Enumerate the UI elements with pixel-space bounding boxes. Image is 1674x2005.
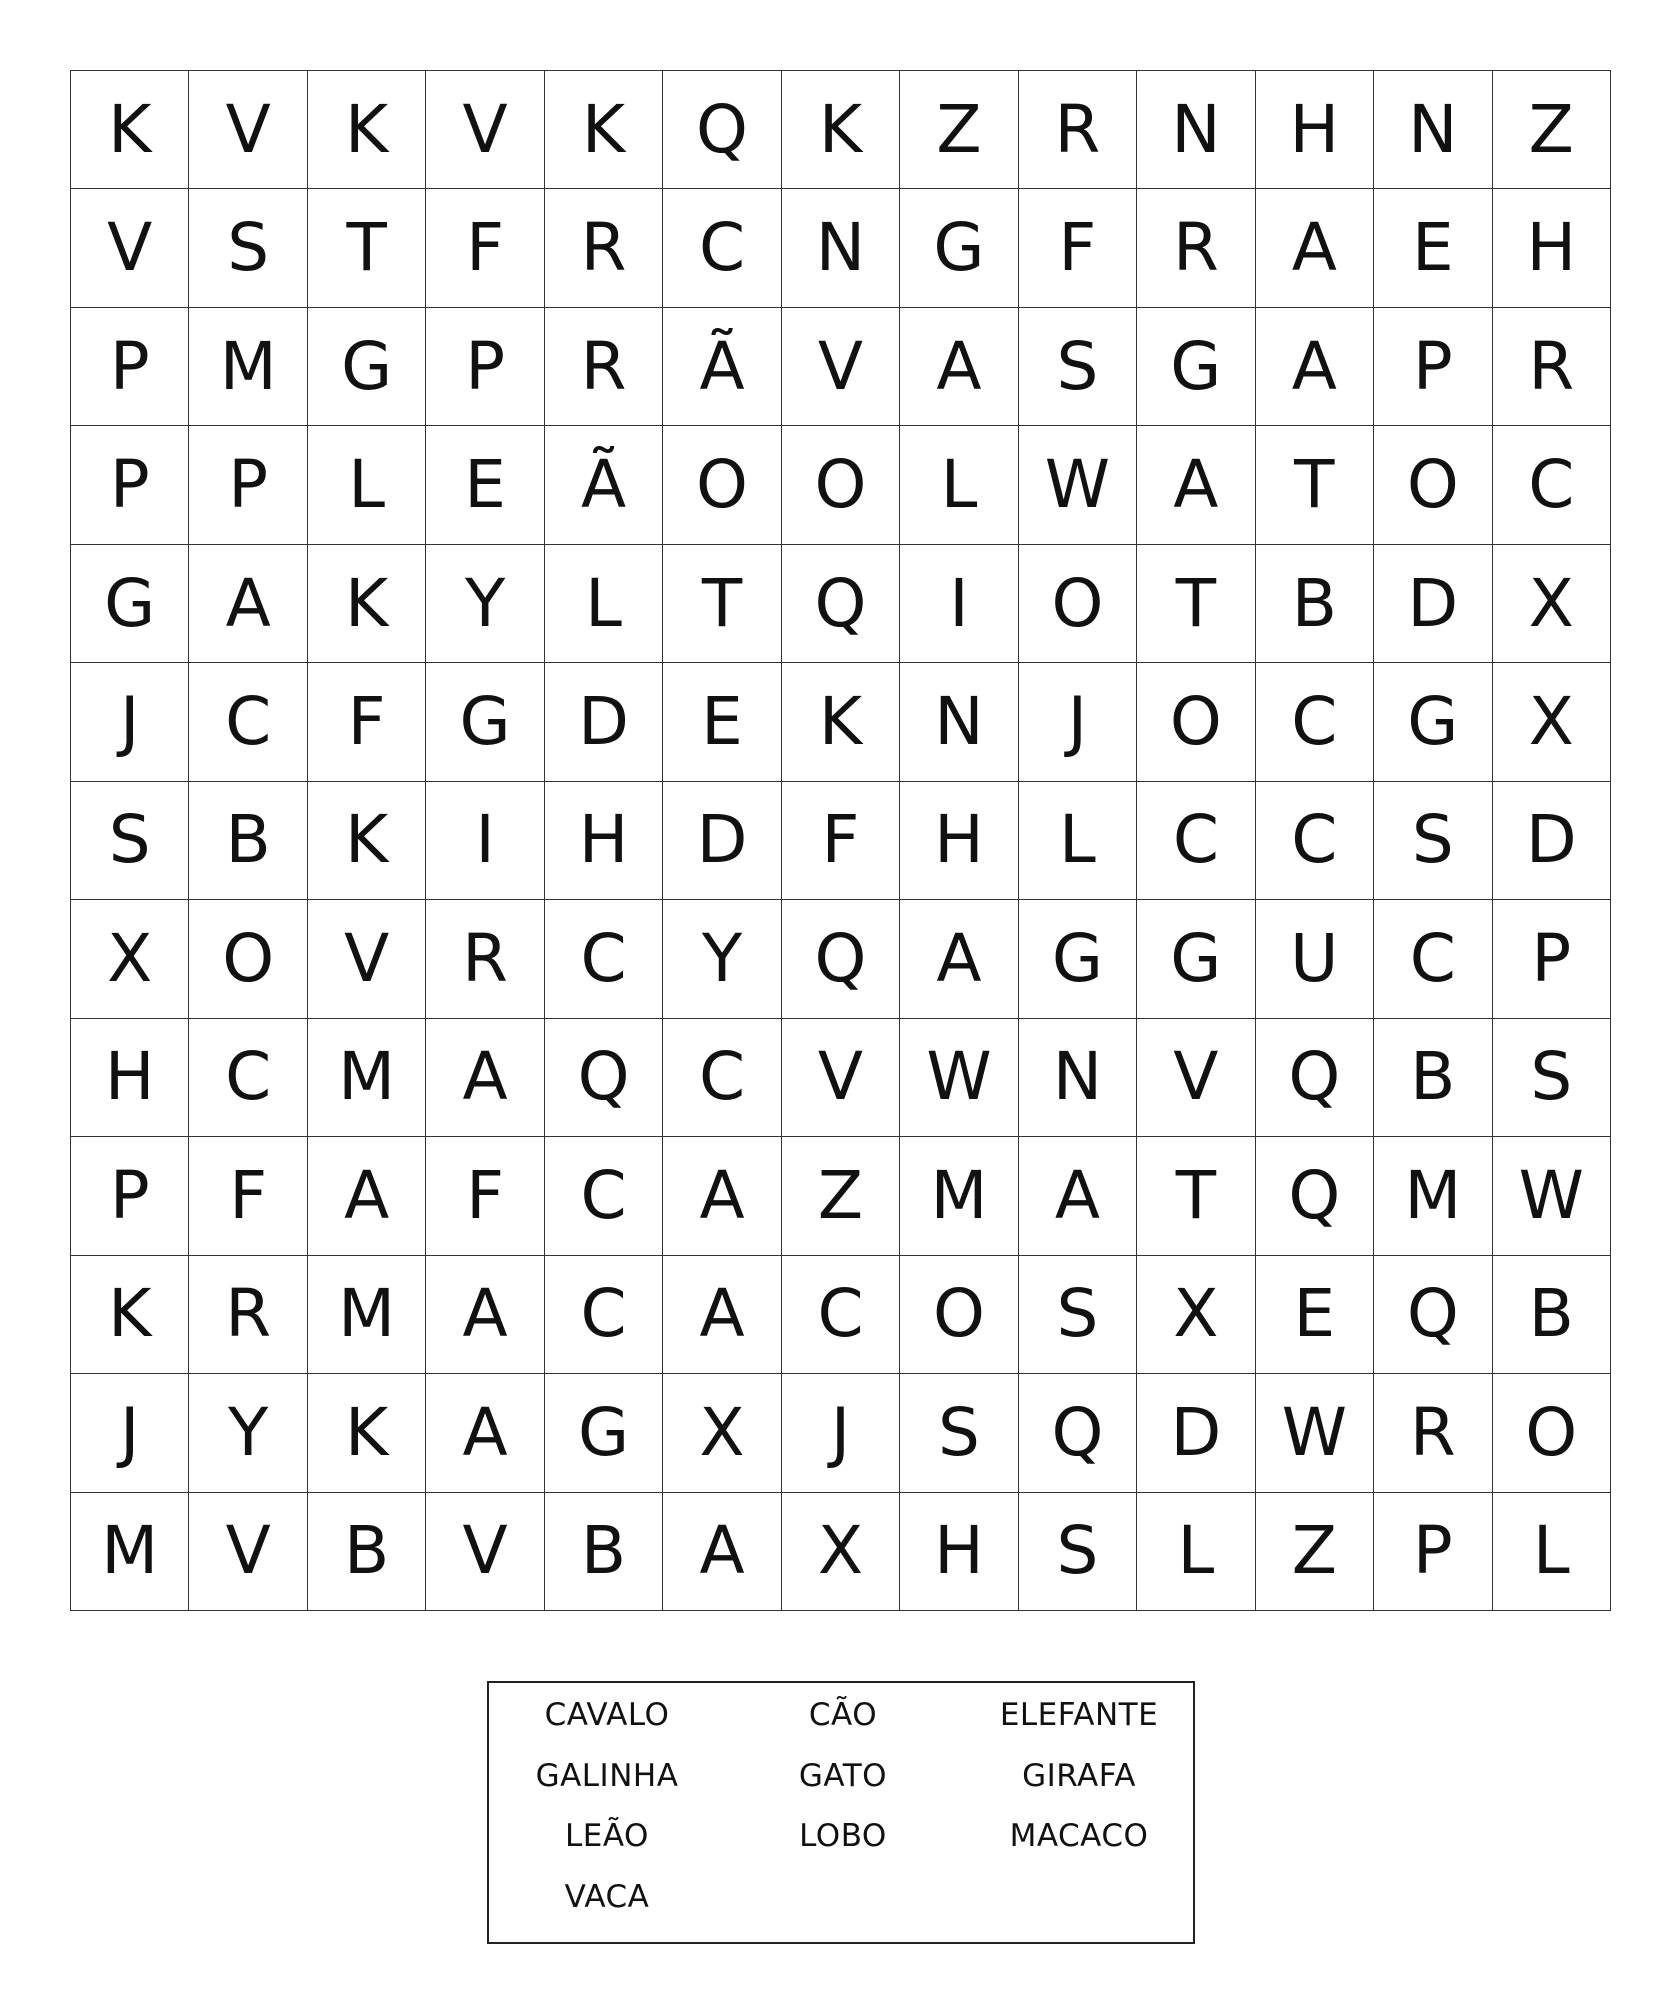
grid-cell[interactable]: H <box>1256 71 1374 189</box>
grid-cell[interactable]: Q <box>782 900 900 1018</box>
grid-cell[interactable]: H <box>1493 189 1611 307</box>
grid-cell[interactable]: C <box>545 900 663 1018</box>
grid-cell[interactable]: J <box>1019 663 1137 781</box>
grid-cell[interactable]: Q <box>1374 1256 1492 1374</box>
grid-cell[interactable]: F <box>1019 189 1137 307</box>
grid-cell[interactable]: Q <box>782 545 900 663</box>
grid-cell[interactable]: W <box>900 1019 1018 1137</box>
grid-cell[interactable]: T <box>1137 1137 1255 1255</box>
grid-cell[interactable]: J <box>71 1374 189 1492</box>
grid-cell[interactable]: S <box>71 782 189 900</box>
grid-cell[interactable]: A <box>426 1256 544 1374</box>
grid-cell[interactable]: S <box>1019 1256 1137 1374</box>
grid-cell[interactable]: W <box>1256 1374 1374 1492</box>
grid-cell[interactable]: C <box>1256 782 1374 900</box>
grid-cell[interactable]: O <box>900 1256 1018 1374</box>
grid-cell[interactable]: K <box>308 1374 426 1492</box>
grid-cell[interactable]: P <box>426 308 544 426</box>
grid-cell[interactable]: G <box>1137 308 1255 426</box>
grid-cell[interactable]: V <box>189 71 307 189</box>
grid-cell[interactable]: X <box>782 1493 900 1611</box>
grid-cell[interactable]: K <box>308 782 426 900</box>
grid-cell[interactable]: L <box>1137 1493 1255 1611</box>
grid-cell[interactable]: L <box>1019 782 1137 900</box>
grid-cell[interactable]: M <box>308 1256 426 1374</box>
grid-cell[interactable]: G <box>900 189 1018 307</box>
grid-cell[interactable]: A <box>1019 1137 1137 1255</box>
grid-cell[interactable]: Y <box>189 1374 307 1492</box>
grid-cell[interactable]: M <box>900 1137 1018 1255</box>
grid-cell[interactable]: Q <box>663 71 781 189</box>
grid-cell[interactable]: A <box>663 1137 781 1255</box>
grid-cell[interactable]: V <box>426 71 544 189</box>
grid-cell[interactable]: R <box>1493 308 1611 426</box>
grid-cell[interactable]: H <box>545 782 663 900</box>
grid-cell[interactable]: C <box>189 663 307 781</box>
word-list-item: GATO <box>798 1757 888 1794</box>
grid-cell[interactable]: L <box>1493 1493 1611 1611</box>
grid-cell[interactable]: B <box>1374 1019 1492 1137</box>
grid-cell[interactable]: J <box>71 663 189 781</box>
grid-cell[interactable]: K <box>71 1256 189 1374</box>
grid-cell[interactable]: N <box>900 663 1018 781</box>
grid-cell[interactable]: N <box>1137 71 1255 189</box>
grid-cell[interactable]: P <box>71 426 189 544</box>
grid-cell[interactable]: D <box>1493 782 1611 900</box>
grid-cell[interactable]: Q <box>1019 1374 1137 1492</box>
grid-cell[interactable]: G <box>308 308 426 426</box>
grid-cell[interactable]: L <box>900 426 1018 544</box>
grid-cell[interactable]: Z <box>1493 71 1611 189</box>
grid-cell[interactable]: I <box>900 545 1018 663</box>
grid-cell[interactable]: U <box>1256 900 1374 1018</box>
grid-cell[interactable]: G <box>426 663 544 781</box>
grid-cell[interactable]: K <box>782 663 900 781</box>
word-list-item: GIRAFA <box>1022 1757 1136 1794</box>
grid-cell[interactable]: X <box>1493 663 1611 781</box>
grid-cell[interactable]: D <box>545 663 663 781</box>
grid-cell[interactable]: T <box>1256 426 1374 544</box>
grid-cell[interactable]: O <box>1493 1374 1611 1492</box>
grid-cell[interactable]: A <box>1256 189 1374 307</box>
grid-cell[interactable]: V <box>782 308 900 426</box>
grid-cell[interactable]: T <box>663 545 781 663</box>
grid-cell[interactable]: T <box>308 189 426 307</box>
word-list-item: VACA <box>564 1878 650 1915</box>
grid-cell[interactable]: P <box>1374 308 1492 426</box>
grid-cell[interactable]: T <box>1137 545 1255 663</box>
grid-cell[interactable]: B <box>1493 1256 1611 1374</box>
word-list-item: CÃO <box>808 1697 878 1734</box>
grid-cell[interactable]: A <box>189 545 307 663</box>
grid-cell[interactable]: L <box>545 545 663 663</box>
grid-cell[interactable]: O <box>1137 663 1255 781</box>
grid-cell[interactable]: S <box>1019 308 1137 426</box>
grid-cell[interactable]: Q <box>1256 1019 1374 1137</box>
word-list <box>487 1681 1195 1944</box>
grid-cell[interactable]: L <box>308 426 426 544</box>
grid-cell[interactable]: W <box>1019 426 1137 544</box>
grid-cell[interactable]: C <box>1374 900 1492 1018</box>
grid-cell[interactable]: B <box>308 1493 426 1611</box>
grid-cell[interactable]: M <box>71 1493 189 1611</box>
grid-cell[interactable]: Y <box>426 545 544 663</box>
grid-cell[interactable]: G <box>1137 900 1255 1018</box>
grid-cell[interactable]: S <box>1019 1493 1137 1611</box>
grid-cell[interactable]: G <box>545 1374 663 1492</box>
grid-cell[interactable]: M <box>189 308 307 426</box>
grid-cell[interactable]: K <box>308 71 426 189</box>
grid-cell[interactable]: R <box>426 900 544 1018</box>
grid-cell[interactable]: K <box>782 71 900 189</box>
grid-cell[interactable]: S <box>1493 1019 1611 1137</box>
grid-cell[interactable]: J <box>782 1374 900 1492</box>
grid-cell[interactable]: M <box>308 1019 426 1137</box>
grid-cell[interactable]: C <box>1137 782 1255 900</box>
grid-cell[interactable]: Ã <box>545 426 663 544</box>
grid-cell[interactable]: O <box>782 426 900 544</box>
grid-cell[interactable]: D <box>1374 545 1492 663</box>
grid-cell[interactable]: X <box>71 900 189 1018</box>
grid-cell[interactable]: N <box>782 189 900 307</box>
grid-cell[interactable]: Z <box>900 71 1018 189</box>
grid-cell[interactable]: E <box>426 426 544 544</box>
grid-cell[interactable]: A <box>426 1019 544 1137</box>
grid-cell[interactable]: V <box>782 1019 900 1137</box>
grid-cell[interactable]: H <box>900 1493 1018 1611</box>
grid-cell[interactable]: G <box>1374 663 1492 781</box>
grid-cell[interactable]: X <box>1493 545 1611 663</box>
grid-cell[interactable]: R <box>1137 189 1255 307</box>
word-list-item: GALINHA <box>535 1757 679 1794</box>
grid-cell[interactable]: P <box>189 426 307 544</box>
word-list-item: CAVALO <box>544 1697 670 1734</box>
grid-cell[interactable]: P <box>1493 900 1611 1018</box>
grid-cell[interactable]: S <box>1374 782 1492 900</box>
grid-cell[interactable]: K <box>308 545 426 663</box>
grid-cell[interactable]: Z <box>1256 1493 1374 1611</box>
grid-cell[interactable]: P <box>71 308 189 426</box>
grid-cell[interactable]: V <box>308 900 426 1018</box>
grid-cell[interactable]: X <box>1137 1256 1255 1374</box>
grid-cell[interactable]: K <box>71 71 189 189</box>
grid-cell[interactable]: F <box>308 663 426 781</box>
grid-cell[interactable]: D <box>1137 1374 1255 1492</box>
grid-cell[interactable]: B <box>545 1493 663 1611</box>
grid-cell[interactable]: A <box>900 308 1018 426</box>
grid-cell[interactable]: C <box>189 1019 307 1137</box>
grid-cell[interactable]: A <box>663 1493 781 1611</box>
grid-cell[interactable]: Q <box>545 1019 663 1137</box>
grid-cell[interactable]: X <box>663 1374 781 1492</box>
word-list-item: LEÃO <box>565 1818 649 1855</box>
grid-cell[interactable]: Y <box>663 900 781 1018</box>
grid-cell[interactable]: C <box>545 1256 663 1374</box>
grid-cell[interactable]: H <box>71 1019 189 1137</box>
grid-cell[interactable]: C <box>663 189 781 307</box>
grid-cell[interactable]: O <box>1019 545 1137 663</box>
grid-cell[interactable]: V <box>1137 1019 1255 1137</box>
grid-cell[interactable]: E <box>1374 189 1492 307</box>
grid-cell[interactable]: R <box>1374 1374 1492 1492</box>
grid-cell[interactable]: B <box>1256 545 1374 663</box>
grid-cell[interactable]: E <box>1256 1256 1374 1374</box>
grid-cell[interactable]: A <box>663 1256 781 1374</box>
word-list-item: LOBO <box>799 1818 887 1855</box>
grid-cell[interactable]: P <box>1374 1493 1492 1611</box>
grid-cell[interactable]: S <box>900 1374 1018 1492</box>
grid-cell[interactable]: R <box>1019 71 1137 189</box>
grid-cell[interactable]: R <box>189 1256 307 1374</box>
grid-cell[interactable]: G <box>71 545 189 663</box>
grid-cell[interactable]: S <box>189 189 307 307</box>
grid-cell[interactable]: V <box>426 1493 544 1611</box>
grid-cell[interactable]: N <box>1374 71 1492 189</box>
grid-cell[interactable]: F <box>189 1137 307 1255</box>
grid-cell[interactable]: C <box>663 1019 781 1137</box>
grid-cell[interactable]: H <box>900 782 1018 900</box>
grid-cell[interactable]: F <box>426 1137 544 1255</box>
grid-cell[interactable]: C <box>1256 663 1374 781</box>
grid-cell[interactable]: R <box>545 189 663 307</box>
grid-cell[interactable]: C <box>1493 426 1611 544</box>
grid-cell[interactable]: N <box>1019 1019 1137 1137</box>
grid-cell[interactable]: D <box>663 782 781 900</box>
grid-cell[interactable]: F <box>782 782 900 900</box>
grid-cell[interactable]: Z <box>782 1137 900 1255</box>
grid-cell[interactable]: V <box>189 1493 307 1611</box>
grid-cell[interactable]: M <box>1374 1137 1492 1255</box>
grid-cell[interactable]: A <box>1137 426 1255 544</box>
grid-cell[interactable]: G <box>1019 900 1137 1018</box>
grid-cell[interactable]: P <box>71 1137 189 1255</box>
word-list-item: MACACO <box>1009 1818 1149 1855</box>
grid-cell[interactable]: C <box>782 1256 900 1374</box>
grid-cell[interactable]: C <box>545 1137 663 1255</box>
grid-cell[interactable]: Ã <box>663 308 781 426</box>
grid-cell[interactable]: F <box>426 189 544 307</box>
word-list-item: ELEFANTE <box>999 1697 1159 1734</box>
grid-cell[interactable]: A <box>900 900 1018 1018</box>
grid-cell[interactable]: A <box>1256 308 1374 426</box>
grid-cell[interactable]: R <box>545 308 663 426</box>
grid-cell[interactable]: O <box>663 426 781 544</box>
grid-cell[interactable]: K <box>545 71 663 189</box>
grid-cell[interactable]: W <box>1493 1137 1611 1255</box>
grid-cell[interactable]: E <box>663 663 781 781</box>
grid-cell[interactable]: V <box>71 189 189 307</box>
grid-cell[interactable]: O <box>189 900 307 1018</box>
grid-cell[interactable]: A <box>308 1137 426 1255</box>
grid-cell[interactable]: O <box>1374 426 1492 544</box>
word-search-grid <box>70 70 1611 1611</box>
grid-cell[interactable]: I <box>426 782 544 900</box>
grid-cell[interactable]: Q <box>1256 1137 1374 1255</box>
grid-cell[interactable]: A <box>426 1374 544 1492</box>
grid-cell[interactable]: B <box>189 782 307 900</box>
